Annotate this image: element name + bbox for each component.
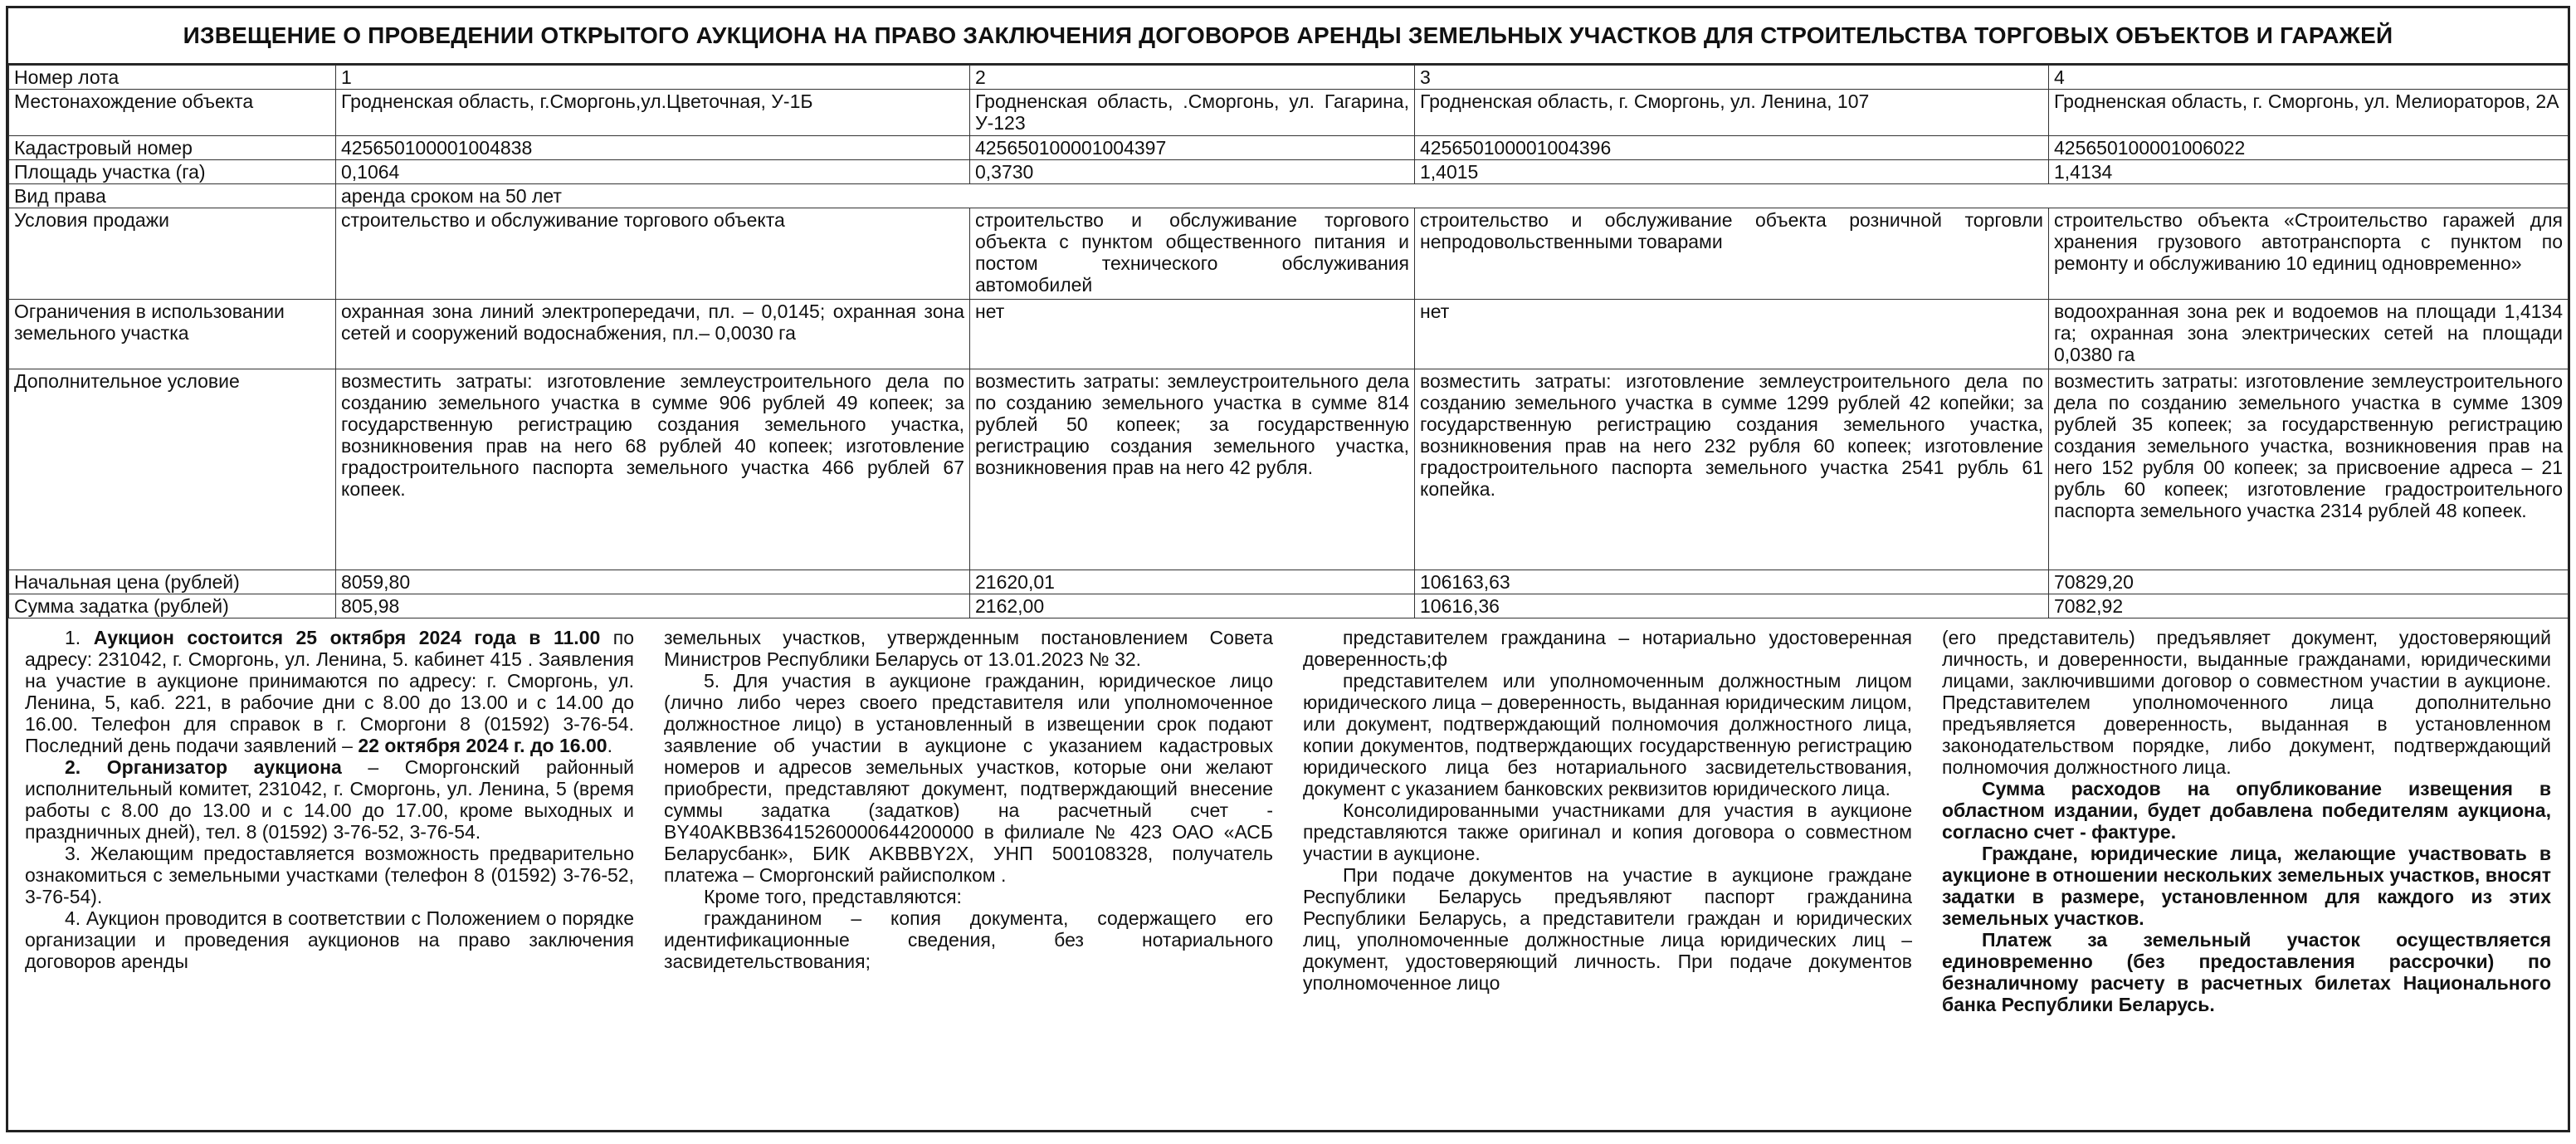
lot-4-location: Гродненская область, г. Сморгонь, ул. Мелиораторов, 2А bbox=[2049, 90, 2569, 136]
paragraph-multiple-lots: Граждане, юридические лица, желающие участвовать в аукционе в отношении нескольких земельных участков, вносят задатки в размере, установленном для каждого из этих земельных участков. bbox=[1942, 843, 2551, 929]
lot-1-cadastral: 425650100001004838 bbox=[336, 136, 970, 160]
p1-bold: Аукцион состоится 25 октября 2024 года в 11.00 bbox=[93, 627, 601, 648]
label-lot-number: Номер лота bbox=[9, 66, 336, 90]
p2-bold: 2. Организатор аукциона bbox=[65, 756, 342, 778]
lots-table bbox=[8, 65, 2569, 618]
lot-2-location: Гродненская область, .Сморгонь, ул. Гагарина, У-123 bbox=[970, 90, 1415, 136]
lot-3-number: 3 bbox=[1415, 66, 2049, 90]
row-start-price bbox=[9, 570, 2569, 594]
label-restrictions: Ограничения в использовании земельного участка bbox=[9, 300, 336, 369]
label-location: Местонахождение объекта bbox=[9, 90, 336, 136]
label-conditions: Условия продажи bbox=[9, 208, 336, 300]
row-cadastral bbox=[9, 136, 2569, 160]
row-additional bbox=[9, 369, 2569, 570]
row-location bbox=[9, 90, 2569, 136]
notice-page bbox=[6, 6, 2570, 1132]
row-right bbox=[9, 184, 2569, 208]
paragraph-participation: 5. Для участия в аукционе гражданин, юридическое лицо (лично либо через своего представителя или уполномоченное должностное лицо) в установленный в извещении срок подают заявление об участии в аукционе с указанием кадастровых номеров и адресов земельных участков, которые они желают приобрести, представляют документ, подтверждающий внесение суммы задатка (задатков) на расчетный счет - BY40AKBB36415260000644200000 в филиале № 423 ОАО «АСБ Беларусбанк», БИК AKBBBY2X, УНП 500108328, получатель платежа – Сморгонский райисполком . bbox=[664, 670, 1273, 886]
lot-4-additional: возместить затраты: изготовление землеустроительного дела по созданию земельного участка в сумме 1309 рублей 35 копеек; за государственную регистрацию создания земельного участка, возникновения прав на него 152 рубля 00 копеек; за присвоение адреса – 21 рубль 60 копеек; изготовление градостроительного паспорта земельного участка 2314 рублей 48 копеек. bbox=[2049, 369, 2569, 570]
paragraph-payment: Платеж за земельный участок осуществляется единовременно (без предоставления рассрочки) по безналичному расчету в расчетных билетах Национального банка Республики Беларусь. bbox=[1942, 929, 2551, 1015]
notice-title: ИЗВЕЩЕНИЕ О ПРОВЕДЕНИИ ОТКРЫТОГО АУКЦИОНА НА ПРАВО ЗАКЛЮЧЕНИЯ ДОГОВОРОВ АРЕНДЫ ЗЕМЕЛЬНЫХ УЧАСТКОВ ДЛЯ СТРОИТЕЛЬСТВА ТОРГОВЫХ ОБЪЕКТОВ И ГАРАЖЕЙ bbox=[8, 8, 2568, 65]
lot-4-start-price: 70829,20 bbox=[2049, 570, 2569, 594]
label-start-price: Начальная цена (рублей) bbox=[9, 570, 336, 594]
text-column-3 bbox=[1303, 627, 1912, 1132]
lot-1-deposit: 805,98 bbox=[336, 594, 970, 618]
lot-3-deposit: 10616,36 bbox=[1415, 594, 2049, 618]
row-deposit bbox=[9, 594, 2569, 618]
notice-body bbox=[8, 618, 2568, 1132]
paragraph-consolidated: Консолидированными участниками для участия в аукционе представляются также оригинал и копия договора о совместном участии в аукционе. bbox=[1303, 799, 1912, 864]
lot-3-start-price: 106163,63 bbox=[1415, 570, 2049, 594]
lot-2-cadastral: 425650100001004397 bbox=[970, 136, 1415, 160]
label-cadastral: Кадастровый номер bbox=[9, 136, 336, 160]
paragraph-documents-cont: (его представитель) предъявляет документ, удостоверяющий личность, и доверенности, выданные гражданами, юридическими лицами, заключившими договор о совместном участии в аукционе. Представителем уполномоченного лица дополнительно предъявляется доверенность, выданная в установленном законодательством порядке, либо документ, подтверждающий полномочия должностного лица. bbox=[1942, 627, 2551, 778]
paragraph-regulation-cont: земельных участков, утвержденным постановлением Совета Министров Республики Беларусь от 13.01.2023 № 32. bbox=[664, 627, 1273, 670]
text-column-1 bbox=[25, 627, 634, 1132]
lot-4-conditions: строительство объекта «Строительство гаражей для хранения грузового автотранспорта с пунктом по ремонту и обслуживанию 10 единиц одновременно» bbox=[2049, 208, 2569, 300]
paragraph-publication-costs: Сумма расходов на опубликование извещения в областном издании, будет добавлена победителям аукциона, согласно счет - фактуре. bbox=[1942, 778, 2551, 843]
label-area: Площадь участка (га) bbox=[9, 160, 336, 184]
row-area bbox=[9, 160, 2569, 184]
lot-1-start-price: 8059,80 bbox=[336, 570, 970, 594]
p1-number: 1. bbox=[65, 627, 94, 648]
lot-3-location: Гродненская область, г. Сморгонь, ул. Ленина, 107 bbox=[1415, 90, 2049, 136]
label-right: Вид права bbox=[9, 184, 336, 208]
right-value: аренда сроком на 50 лет bbox=[336, 184, 2569, 208]
lot-2-start-price: 21620,01 bbox=[970, 570, 1415, 594]
text-column-4 bbox=[1942, 627, 2551, 1132]
lot-4-number: 4 bbox=[2049, 66, 2569, 90]
paragraph-auction-date bbox=[25, 627, 634, 756]
lot-1-number: 1 bbox=[336, 66, 970, 90]
paragraph-citizen-rep: представителем гражданина – нотариально удостоверенная доверенность;ф bbox=[1303, 627, 1912, 670]
lot-3-cadastral: 425650100001004396 bbox=[1415, 136, 2049, 160]
lot-4-cadastral: 425650100001006022 bbox=[2049, 136, 2569, 160]
p1-rest: по адресу: 231042, г. Сморгонь, ул. Ленина, 5. кабинет 415 . Заявления на участие в аукционе принимаются по адресу: г. Сморгонь, ул. Ленина, 5, каб. 221, в рабочие дни с 8.00 до 13.00 и с 14.00 до 16.00. Телефон для справок в г. Сморгони 8 (01592) 3-76-54. Последний день подачи заявлений – bbox=[25, 627, 634, 756]
paragraph-documents: При подаче документов на участие в аукционе граждане Республики Беларусь предъявляют паспорт гражданина Республики Беларусь, а представители граждан и юридических лиц, уполномоченные должностные лица юридических лиц – документ, удостоверяющий личность. При подаче документов уполномоченное лицо bbox=[1303, 864, 1912, 994]
lot-1-location: Гродненская область, г.Сморгонь,ул.Цветочная, У-1Б bbox=[336, 90, 970, 136]
row-restrictions bbox=[9, 300, 2569, 369]
label-additional: Дополнительное условие bbox=[9, 369, 336, 570]
p1-end: . bbox=[607, 735, 612, 756]
paragraph-regulation: 4. Аукцион проводится в соответствии с Положением о порядке организации и проведения аукционов на право заключения договоров аренды bbox=[25, 907, 634, 972]
lot-3-area: 1,4015 bbox=[1415, 160, 2049, 184]
paragraph-inspection: 3. Желающим предоставляется возможность предварительно ознакомиться с земельными участками (телефон 8 (01592) 3-76-52, 3-76-54). bbox=[25, 843, 634, 907]
lot-1-additional: возместить затраты: изготовление землеустроительного дела по созданию земельного участка в сумме 906 рублей 49 копеек; за государственную регистрацию создания земельного участка, возникновения прав на него 68 рублей 40 копеек; изготовление градостроительного паспорта земельного участка 466 рублей 67 копеек. bbox=[336, 369, 970, 570]
lot-1-conditions: строительство и обслуживание торгового объекта bbox=[336, 208, 970, 300]
lot-4-restrictions: водоохранная зона рек и водоемов на площади 1,4134 га; охранная зона электрических сетей на площади 0,0380 га bbox=[2049, 300, 2569, 369]
paragraph-citizen: гражданином – копия документа, содержащего его идентификационные сведения, без нотариального засвидетельствования; bbox=[664, 907, 1273, 972]
lot-4-area: 1,4134 bbox=[2049, 160, 2569, 184]
lot-2-additional: возместить затраты: землеустроительного дела по созданию земельного участка в сумме 814 рублей 50 копеек; за государственную регистрацию создания земельного участка, возникновения прав на него 42 рубля. bbox=[970, 369, 1415, 570]
paragraph-legal-rep: представителем или уполномоченным должностным лицом юридического лица – доверенность, выданная юридическим лицом, или документ, подтверждающий полномочия должностного лица, копии документов, подтверждающих государственную регистрацию юридического лица без нотариального засвидетельствования, документ с указанием банковских реквизитов юридического лица. bbox=[1303, 670, 1912, 799]
lot-2-deposit: 2162,00 bbox=[970, 594, 1415, 618]
text-column-2 bbox=[664, 627, 1273, 1132]
paragraph-also-provided: Кроме того, представляются: bbox=[704, 886, 962, 907]
lot-2-number: 2 bbox=[970, 66, 1415, 90]
lot-2-restrictions: нет bbox=[970, 300, 1415, 369]
p1-deadline: 22 октября 2024 г. до 16.00 bbox=[358, 735, 607, 756]
lot-2-area: 0,3730 bbox=[970, 160, 1415, 184]
lot-4-deposit: 7082,92 bbox=[2049, 594, 2569, 618]
lot-3-restrictions: нет bbox=[1415, 300, 2049, 369]
lot-3-conditions: строительство и обслуживание объекта розничной торговли непродовольственными товарами bbox=[1415, 208, 2049, 300]
row-conditions bbox=[9, 208, 2569, 300]
label-deposit: Сумма задатка (рублей) bbox=[9, 594, 336, 618]
p2-rest: – Сморгонский районный исполнительный комитет, 231042, г. Сморгонь, ул. Ленина, 5 (время работы с 8.00 до 13.00 и с 14.00 до 17.00, кроме выходных и праздничных дней), тел. 8 (01592) 3-76-52, 3-76-54. bbox=[25, 756, 634, 843]
lot-1-restrictions: охранная зона линий электропередачи, пл. – 0,0145; охранная зона сетей и сооружений водоснабжения, пл.– 0,0030 га bbox=[336, 300, 970, 369]
lot-2-conditions: строительство и обслуживание торгового объекта с пунктом общественного питания и постом технического обслуживания автомобилей bbox=[970, 208, 1415, 300]
lot-3-additional: возместить затраты: изготовление землеустроительного дела по созданию земельного участка в сумме 1299 рублей 42 копейки; за государственную регистрацию создания земельного участка, возникновения прав на него 232 рубля 60 копеек; изготовление градостроительного паспорта земельного участка 2541 рубль 61 копейка. bbox=[1415, 369, 2049, 570]
paragraph-organizer bbox=[25, 756, 634, 843]
row-lot-number bbox=[9, 66, 2569, 90]
lot-1-area: 0,1064 bbox=[336, 160, 970, 184]
